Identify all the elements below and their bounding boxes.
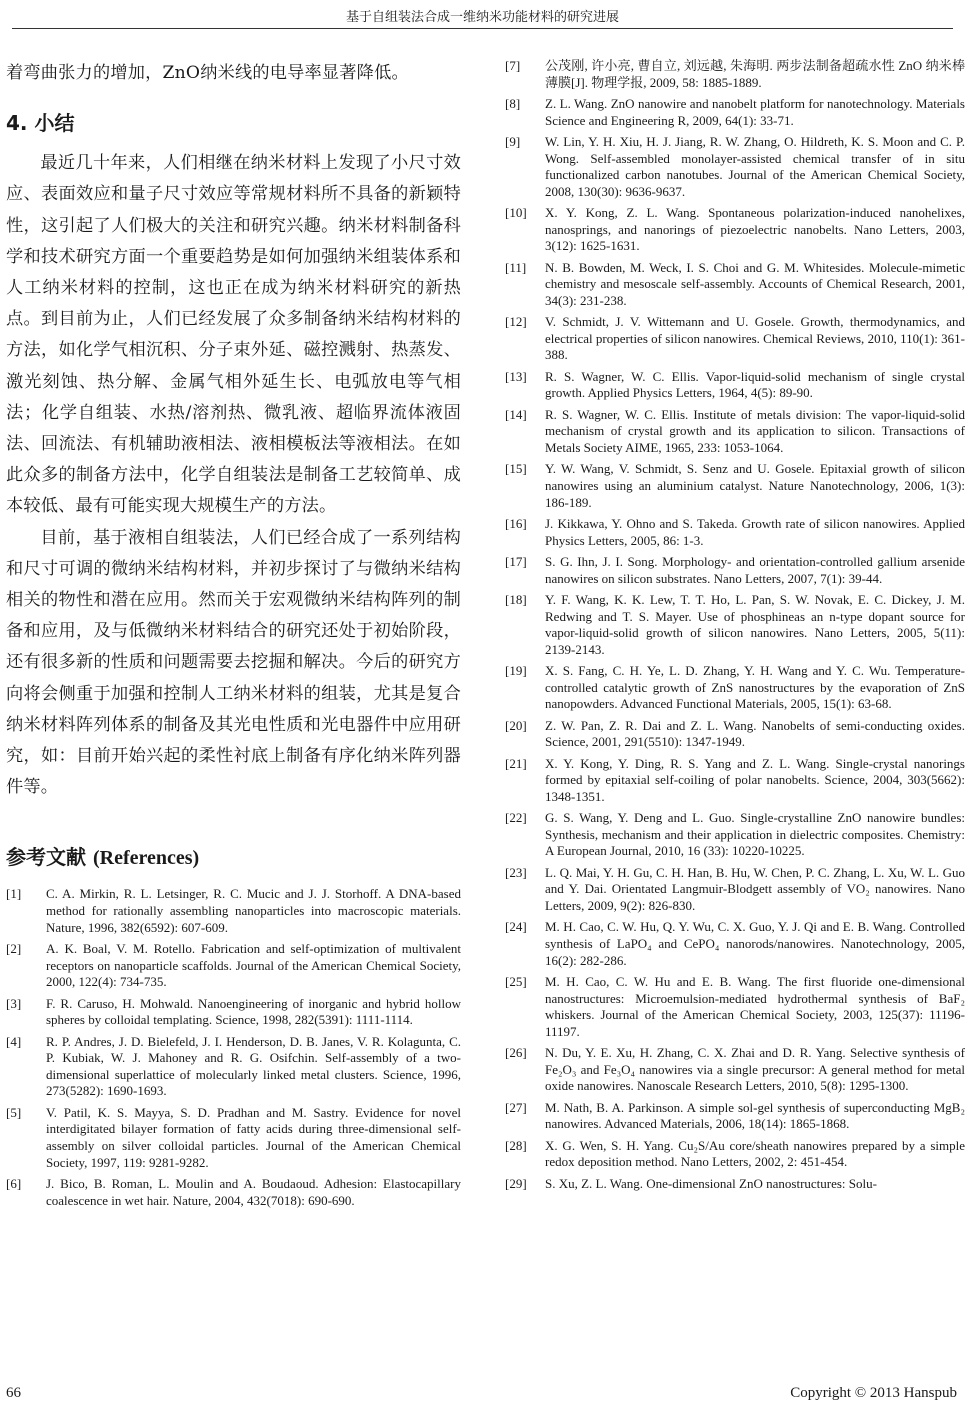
reference-text: L. Q. Mai, Y. H. Gu, C. H. Han, B. Hu, W. Chen, P. C. Zhang, L. Xu, W. L. Guo and Y. Dai. Orientated Langmuir-Blodgett assembly of VO₂ nanowires. Nano Letters, 2009, 9(2): 826-830. bbox=[545, 864, 965, 914]
body-paragraph: 目前，基于液相自组装法，人们已经合成了一系列结构和尺寸可调的微纳米结构材料，并初步探讨了与微纳米结构相关的物性和潜在应用。然而关于宏观微纳米结构阵列的制备和应用，及与低微纳米材料结合的研究还处于初始阶段，还有很多新的性质和问题需要去挖掘和解决。今后的研究方向将会侧重于加强和控制人工纳米材料的组装，尤其是复合纳米材料阵列体系的制备及其光电性质和光电器件中应用研究，如：目前开始兴起的柔性衬底上制备有序化纳米阵列器件等。 bbox=[6, 527, 461, 798]
reference-text: F. R. Caruso, H. Mohwald. Nanoengineering of inorganic and hybrid hollow spheres by colloidal templating. Science, 1998, 282(5391): 1111-1114. bbox=[46, 995, 461, 1028]
reference-number: [29] bbox=[505, 1175, 527, 1191]
reference-item bbox=[6, 996, 461, 1029]
reference-text: A. K. Boal, V. M. Rotello. Fabrication and self-optimization of multivalent receptors on nanoparticle scaffolds. Journal of the American Chemical Society, 2000, 122(4): 734-735. bbox=[46, 941, 461, 990]
reference-item bbox=[505, 96, 965, 129]
reference-number: [27] bbox=[505, 1099, 527, 1115]
section-title: 4. 小结 bbox=[6, 111, 75, 136]
reference-number: [13] bbox=[505, 368, 527, 384]
reference-number: [6] bbox=[6, 1175, 22, 1191]
reference-item bbox=[505, 718, 965, 751]
references-heading bbox=[6, 841, 461, 870]
reference-text: X. S. Fang, C. H. Ye, L. D. Zhang, Y. H. Wang and Y. C. Wu. Temperature-controlled catalytic growth of ZnS nanostructures by the evaporation of ZnS nanopowders. Advanced Functional Materials, 2005, 15(1): 63-68. bbox=[545, 663, 965, 712]
reference-text: Z. W. Pan, Z. R. Dai and Z. L. Wang. Nanobelts of semi-conducting oxides. Science, 2001, 291(5510): 1347-1949. bbox=[545, 717, 965, 750]
reference-text: R. P. Andres, J. D. Bielefeld, J. I. Henderson, D. B. Janes, V. R. Kolagunta, C. P. Kubiak, W. J. Mahoney and R. G. Osifchin. Self-assembly of a two-dimensional superlattice of molecularly linked metal clusters. Science, 1996, 273(5282): 1690-1693. bbox=[46, 1033, 461, 1099]
reference-text: X. Y. Kong, Z. L. Wang. Spontaneous polarization-induced nanohelixes, nanosprings, and nanorings of piezoelectric nanobelts. Nano Letters, 2003, 3(12): 1625-1631. bbox=[545, 205, 965, 254]
reference-number: [24] bbox=[505, 919, 527, 935]
reference-item bbox=[505, 205, 965, 255]
reference-item bbox=[6, 1105, 461, 1171]
reference-item bbox=[6, 941, 461, 991]
reference-text: W. Lin, Y. H. Xiu, H. J. Jiang, R. W. Zhang, O. Hildreth, K. S. Moon and C. P. Wong. Self-assembled monolayer-assisted chemical transfer of in situ functionalized carbon nanotubes. Journal of the American Chemical Society, 2008, 130(30): 9636-9637. bbox=[545, 133, 965, 199]
reference-item bbox=[505, 1138, 965, 1171]
reference-number: [21] bbox=[505, 755, 527, 771]
reference-text: S. G. Ihn, J. I. Song. Morphology- and orientation-controlled gallium arsenide nanowires on silicon substrates. Nano Letters, 2007, 7(1): 39-44. bbox=[545, 554, 965, 586]
right-column bbox=[505, 58, 965, 1197]
reference-number: [5] bbox=[6, 1104, 22, 1120]
reference-text: N. B. Bowden, M. Weck, I. S. Choi and G. M. Whitesides. Molecule-mimetic chemistry and mesoscale self-assembly. Accounts of Chemical Research, 2001, 34(3): 231-238. bbox=[545, 259, 965, 308]
reference-text: M. Nath, B. A. Parkinson. A simple sol-gel synthesis of superconducting MgB₂ nanowires. Advanced Materials, 2006, 18(14): 1865-1868. bbox=[545, 1099, 965, 1132]
reference-text: N. Du, Y. E. Xu, H. Zhang, C. X. Zhai and D. R. Yang. Selective synthesis of Fe₂O₃ and Fe₃O₄ nanowires via a single precursor: A general method for metal oxide nanowires. Nanoscale Research Letters, 2010, 5(8): 1295-1300. bbox=[545, 1045, 965, 1094]
reference-number: [9] bbox=[505, 133, 521, 149]
reference-number: [10] bbox=[505, 205, 527, 221]
header-rule bbox=[12, 28, 953, 29]
reference-item bbox=[505, 516, 965, 549]
reference-number: [23] bbox=[505, 864, 527, 880]
reference-text: Y. W. Wang, V. Schmidt, S. Senz and U. Gosele. Epitaxial growth of silicon nanowires using an aluminium catalyst. Nature Nanotechnology, 2006, 1(3): 186-189. bbox=[545, 461, 965, 510]
reference-item bbox=[505, 407, 965, 457]
reference-text: M. H. Cao, C. W. Hu, Q. Y. Wu, C. X. Guo, Y. J. Qi and E. B. Wang. Controlled synthesis of LaPO₄ and CePO₄ nanorods/nanowires. Nanotechnology, 2005, 16(2): 282-286. bbox=[545, 919, 965, 968]
reference-number: [19] bbox=[505, 663, 527, 679]
reference-item bbox=[505, 314, 965, 364]
reference-item bbox=[505, 919, 965, 969]
references-heading-cn: 参考文献 bbox=[6, 845, 86, 870]
reference-number: [28] bbox=[505, 1137, 527, 1153]
reference-text: C. A. Mirkin, R. L. Letsinger, R. C. Mucic and J. J. Storhoff. A DNA-based method for rationally assembling nanoparticles into macroscopic materials. Nature, 1996, 382(6592): 607-609. bbox=[46, 886, 461, 935]
reference-item bbox=[505, 810, 965, 860]
reference-number: [15] bbox=[505, 461, 527, 477]
reference-number: [26] bbox=[505, 1045, 527, 1061]
reference-number: [12] bbox=[505, 314, 527, 330]
reference-item bbox=[505, 1045, 965, 1095]
reference-item bbox=[505, 592, 965, 658]
reference-number: [1] bbox=[6, 886, 22, 902]
reference-text: R. S. Wagner, W. C. Ellis. Vapor-liquid-solid mechanism of single crystal growth. Applied Physics Letters, 1964, 4(5): 89-90. bbox=[545, 368, 965, 401]
reference-number: [20] bbox=[505, 717, 527, 733]
reference-item bbox=[505, 554, 965, 587]
running-header: 基于自组装法合成一维纳米功能材料的研究进展 bbox=[345, 10, 619, 25]
copyright-notice: Copyright © 2013 Hanspub bbox=[790, 1385, 957, 1401]
reference-item bbox=[505, 1176, 965, 1193]
reference-item bbox=[505, 260, 965, 310]
reference-number: [25] bbox=[505, 974, 527, 990]
reference-item bbox=[505, 461, 965, 511]
reference-number: [2] bbox=[6, 941, 22, 957]
reference-item bbox=[505, 369, 965, 402]
reference-item bbox=[505, 865, 965, 915]
reference-number: [14] bbox=[505, 406, 527, 422]
reference-text: M. H. Cao, C. W. Hu and E. B. Wang. The first fluoride one-dimensional nanostructures: Microemulsion-mediated hydrothermal synthesis of BaF₂ whiskers. Journal of the American Chemical Society, 2003, 125(37): 11196-11197. bbox=[545, 974, 965, 1039]
left-column bbox=[6, 58, 461, 1214]
reference-text: J. Kikkawa, Y. Ohno and S. Takeda. Growth rate of silicon nanowires. Applied Physics Letters, 2005, 86: 1-3. bbox=[545, 516, 965, 548]
reference-text: V. Schmidt, J. V. Wittemann and U. Gosele. Growth, thermodynamics, and electrical properties of silicon nanowires. Chemical Reviews, 2010, 110(1): 361-388. bbox=[545, 314, 965, 363]
reference-number: [18] bbox=[505, 591, 527, 607]
page-number: 66 bbox=[6, 1385, 21, 1401]
reference-item bbox=[505, 134, 965, 200]
reference-number: [16] bbox=[505, 516, 527, 532]
reference-item bbox=[6, 886, 461, 936]
reference-text: Y. F. Wang, K. K. Lew, T. T. Ho, L. Pan, S. W. Novak, E. C. Dickey, J. M. Redwing and T. S. Mayer. Use of phosphineas an n-type dopant source for vapor-liquid-solid growth of silicon nanowires. Nano Letters, 2005, 5(11): 2139-2143. bbox=[545, 591, 965, 657]
reference-text: X. Y. Kong, Y. Ding, R. S. Yang and Z. L. Wang. Single-crystal nanorings formed by epitaxial self-coiling of polar nanobelts. Science, 2004, 303(5662): 1348-1351. bbox=[545, 755, 965, 804]
reference-number: [4] bbox=[6, 1033, 22, 1049]
reference-number: [3] bbox=[6, 995, 22, 1011]
body-paragraph: 着弯曲张力的增加，ZnO纳米线的电导率显著降低。 bbox=[6, 63, 409, 83]
reference-item bbox=[505, 58, 965, 91]
reference-item bbox=[6, 1176, 461, 1209]
reference-text: G. S. Wang, Y. Deng and L. Guo. Single-crystalline ZnO nanowire bundles: Synthesis, mechanism and their application in dielectric composites. Chemistry: A European Journal, 2010, 16 (33): 10220-10225. bbox=[545, 810, 965, 859]
reference-text: Z. L. Wang. ZnO nanowire and nanobelt platform for nanotechnology. Materials Science and Engineering R, 2009, 64(1): 33-71. bbox=[545, 95, 965, 128]
reference-text: S. Xu, Z. L. Wang. One-dimensional ZnO nanostructures: Solu- bbox=[545, 1175, 877, 1191]
reference-text: R. S. Wagner, W. C. Ellis. Institute of metals division: The vapor-liquid-solid mechanism of crystal growth and its application to silicon. Transactions of Metals Society AIME, 1965, 233: 1053-1064. bbox=[545, 406, 965, 456]
body-paragraph: 最近几十年来，人们相继在纳米材料上发现了小尺寸效应、表面效应和量子尺寸效应等常规材料所不具备的新颖特性，这引起了人们极大的关注和研究兴趣。纳米材料制备科学和技术研究方面一个重要趋势是如何加强纳米组装体系和人工纳米材料的控制，这也正在成为纳米材料研究的新热点。到目前为止，人们已经发展了众多制备纳米结构材料的方法，如化学气相沉积、分子束外延、磁控溅射、热蒸发、激光刻蚀、热分解、金属气相外延生长、电弧放电等气相法；化学自组装、水热/溶剂热、微乳液、超临界流体液固法、回流法、有机辅助液相法、液相模板法等液相法。在如此众多的制备方法中，化学自组装法是制备工艺较简单、成本较低、最有可能实现大规模生产的方法。 bbox=[6, 153, 461, 517]
reference-item bbox=[505, 974, 965, 1040]
reference-item bbox=[505, 663, 965, 713]
reference-list-left bbox=[6, 886, 461, 1209]
reference-text: X. G. Wen, S. H. Yang. Cu₂S/Au core/sheath nanowires prepared by a simple redox deposition method. Nano Letters, 2002, 2: 451-454. bbox=[545, 1137, 965, 1170]
reference-number: [17] bbox=[505, 554, 527, 569]
reference-text: V. Patil, K. S. Mayya, S. D. Pradhan and M. Sastry. Evidence for novel interdigitated bilayer formation of fatty acids during three-dimensional self-assembly on silver colloidal particles. Journal of the American Chemical Society, 1997, 119: 9281-9282. bbox=[46, 1104, 461, 1170]
reference-number: [11] bbox=[505, 259, 527, 275]
references-heading-en: (References) bbox=[92, 847, 200, 870]
reference-text: 公茂刚, 许小亮, 曹自立, 刘远越, 朱海明. 两步法制备超疏水性 ZnO 纳米棒薄膜[J]. 物理学报, 2009, 58: 1885-1889. bbox=[545, 58, 965, 90]
reference-number: [22] bbox=[505, 810, 527, 826]
reference-item bbox=[6, 1034, 461, 1100]
reference-number: [8] bbox=[505, 95, 521, 111]
reference-text: J. Bico, B. Roman, L. Moulin and A. Boudaoud. Adhesion: Elastocapillary coalescence in wet hair. Nature, 2004, 432(7018): 690-690. bbox=[46, 1175, 461, 1208]
reference-list-right bbox=[505, 58, 965, 1192]
reference-number: [7] bbox=[505, 58, 521, 73]
reference-item bbox=[505, 756, 965, 806]
reference-item bbox=[505, 1100, 965, 1133]
